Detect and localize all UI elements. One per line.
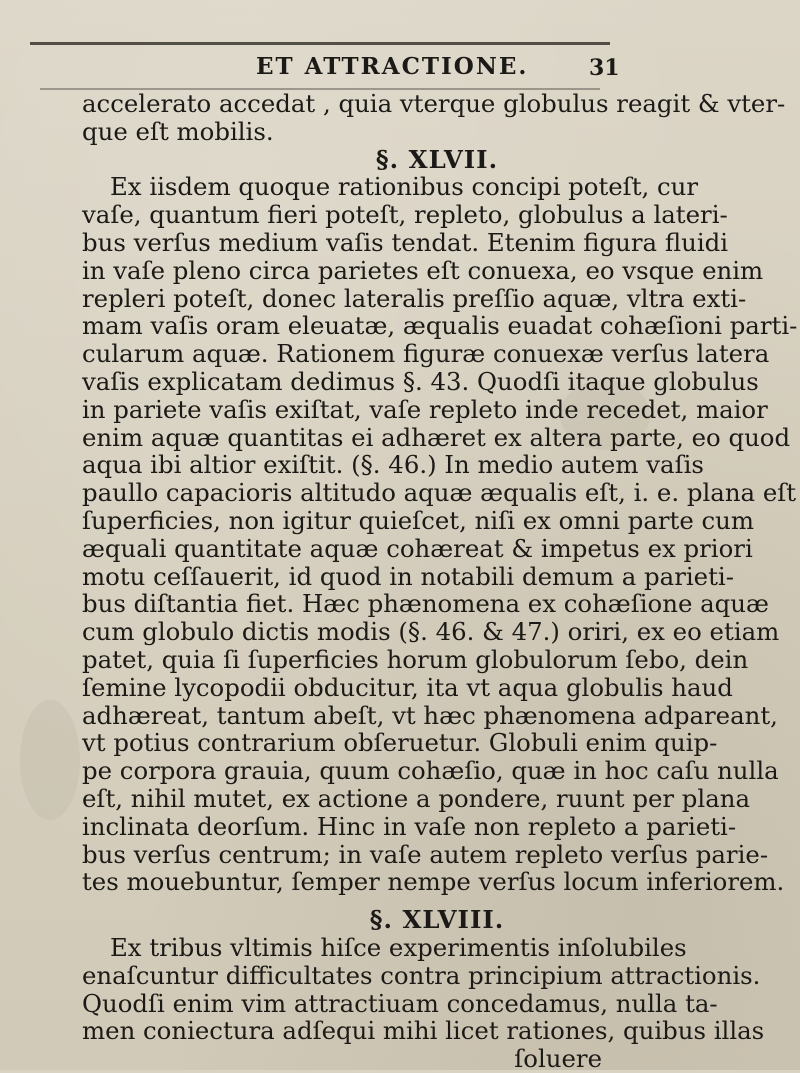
text-line: cularum aquæ. Rationem figuræ conuexæ verſus latera [82,339,770,369]
text-line: pe corpora grauia, quum cohæſio, quæ in hoc caſu nulla [82,756,779,786]
text-line: bus diſtantia fiet. Hæc phænomena ex cohæſione aquæ [82,589,769,619]
text-line: ſuperficies, non igitur quieſcet, niſi ex omni parte cum [82,505,755,535]
text-line: in vaſe pleno circa parietes eſt conuexa, eo vsque enim [82,255,764,285]
text-line: motu ceſſauerit, id quod in notabili demum a parieti- [82,561,734,591]
page-number: 31 [589,55,620,81]
body-text [82,89,798,1073]
text-line: bus verſus medium vaſis tendat. Etenim figura fluidi [82,227,729,257]
text-line: enim aquæ quantitas ei adhæret ex altera parte, eo quod [82,422,791,452]
text-line: inclinata deorſum. Hinc in vaſe non repleto a parieti- [82,811,737,841]
text-line: paullo capacioris altitudo aquæ æqualis eſt, i. e. plana eſt [82,478,797,508]
text-line: enaſcuntur difficultates contra principium attractionis. [82,960,761,990]
text-line: Quodſi enim vim attractiuam concedamus, nulla ta- [82,988,718,1018]
text-line: vaſe, quantum fieri poteſt, repleto, globulus a lateri- [82,200,728,230]
text-line: Ex iisdem quoque rationibus concipi poteſt, cur [110,172,699,202]
text-line: adhæreat, tantum abeſt, vt hæc phænomena adpareant, [82,700,778,730]
text-line: bus verſus centrum; in vaſe autem repleto verſus parie- [82,839,769,869]
paper-stain [20,700,80,820]
header-rule [30,42,610,45]
running-head: ET ATTRACTIONE. [256,53,529,80]
section-heading: §. XLVIII. [369,905,505,935]
text-line: Ex tribus vltimis hiſce experimentis inſolubiles [110,932,687,962]
text-line: mam vaſis oram eleuatæ, æqualis euadat cohæſioni parti- [82,311,798,341]
text-line: ſemine lycopodii obducitur, ita vt aqua globulis haud [82,672,733,702]
text-line: æquali quantitate aquæ cohæreat & impetus ex priori [82,533,753,563]
text-line: aqua ibi altior exiſtit. (§. 46.) In medio autem vaſis [82,450,704,480]
catchword: ſoluere [514,1044,602,1073]
text-line: eſt, nihil mutet, ex actione a pondere, ruunt per plana [82,783,751,813]
text-line: patet, quia ſi ſuperficies horum globulorum ſebo, dein [82,644,749,674]
text-line: tes mouebuntur, ſemper nempe verſus locum inferiorem. [82,867,785,897]
text-line: cum globulo dictis modis (§. 46. & 47.) oriri, ex eo etiam [82,617,780,647]
text-line: men coniectura adſequi mihi licet rationes, quibus illas [82,1016,765,1046]
text-line: accelerato accedat , quia vterque globulus reagit & vter- [82,89,786,118]
text-line: vt potius contrarium obſeruetur. Globuli enim quip- [82,728,718,758]
section-heading: §. XLVII. [375,144,499,174]
text-line: vaſis explicatam dedimus §. 43. Quodſi itaque globulus [82,366,759,396]
text-line: in pariete vaſis exiſtat, vaſe repleto inde recedet, maior [82,394,768,424]
text-line: repleri poteſt, donec lateralis preſſio aquæ, vltra exti- [82,283,747,313]
text-line: que eſt mobilis. [82,116,274,146]
